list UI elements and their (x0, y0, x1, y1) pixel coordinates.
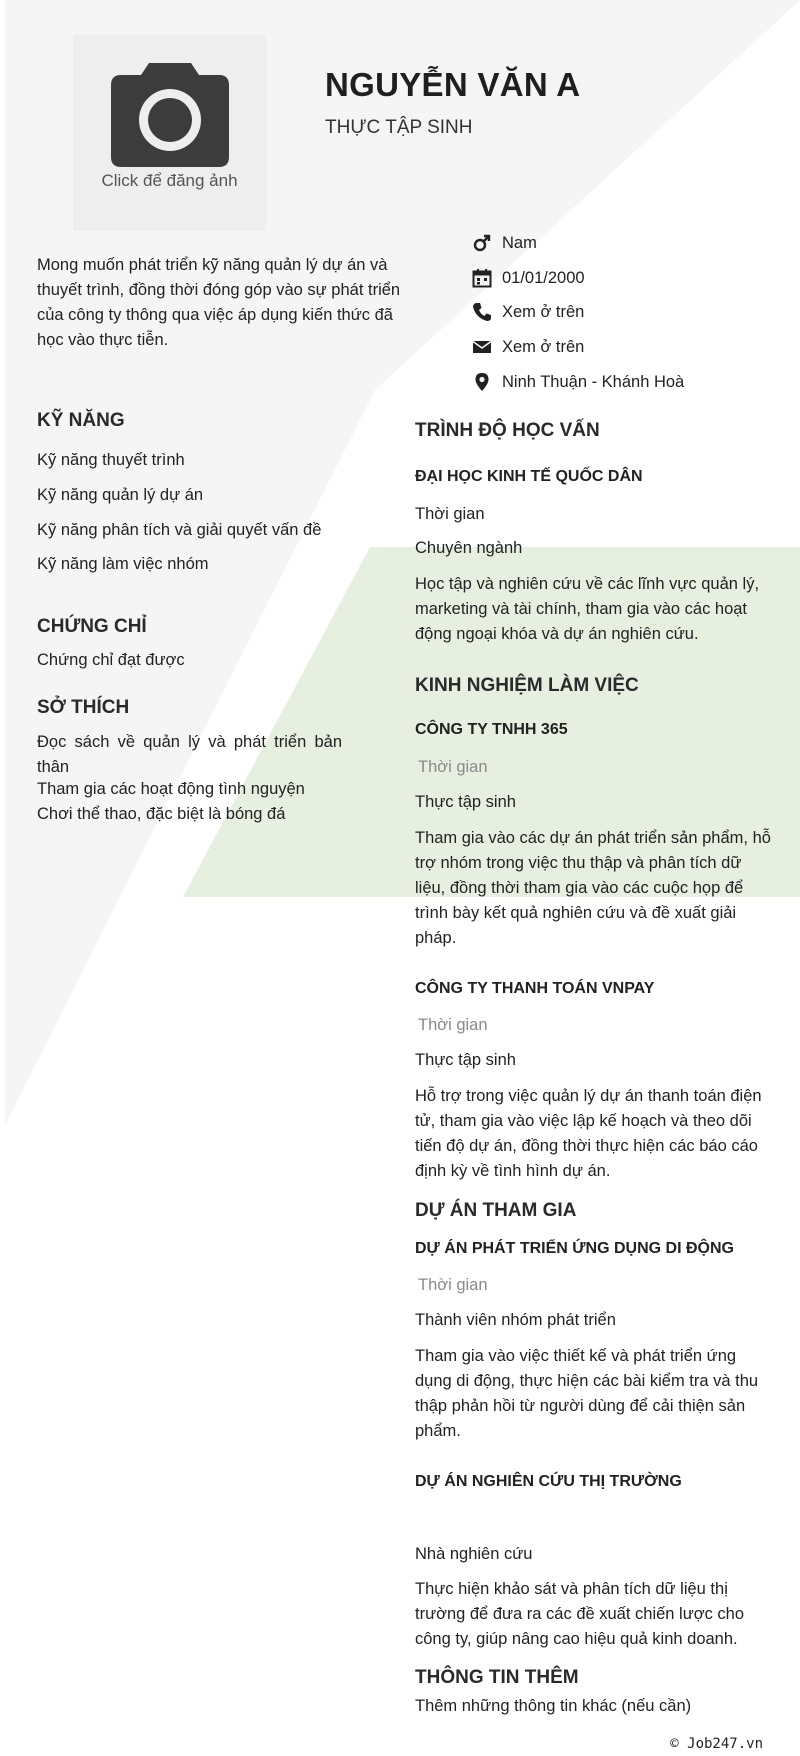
project-time: Thời gian (418, 1276, 488, 1294)
experience-company: CÔNG TY THANH TOÁN VNPAY (415, 980, 655, 997)
candidate-position: THỰC TẬP SINH (325, 117, 473, 138)
birthday-value: 01/01/2000 (502, 268, 585, 287)
hobbies-title: SỞ THÍCH (37, 697, 130, 718)
contact-address (472, 370, 684, 394)
calendar-icon (472, 268, 492, 288)
project-role: Nhà nghiên cứu (415, 1545, 533, 1563)
photo-upload[interactable] (73, 35, 266, 231)
candidate-name: NGUYỄN VĂN A (325, 66, 581, 103)
education-school: ĐẠI HỌC KINH TẾ QUỐC DÂN (415, 468, 643, 485)
contact-birthday (472, 266, 585, 290)
experience-role: Thực tập sinh (415, 1051, 516, 1069)
gender-value: Nam (502, 233, 537, 252)
additional-title: THÔNG TIN THÊM (415, 1667, 579, 1688)
skill-item: Kỹ năng làm việc nhóm (37, 555, 209, 573)
project-name: DỰ ÁN PHÁT TRIỂN ỨNG DỤNG DI ĐỘNG (415, 1240, 734, 1257)
experience-title: KINH NGHIỆM LÀM VIỆC (415, 675, 639, 696)
project-role: Thành viên nhóm phát triển (415, 1311, 616, 1329)
address-value: Ninh Thuận - Khánh Hoà (502, 372, 685, 391)
certificate-item: Chứng chỉ đạt được (37, 651, 185, 669)
hobby-item: Đọc sách về quản lý và phát triển bản thân (37, 733, 342, 776)
education-time: Thời gian (415, 505, 485, 523)
experience-time: Thời gian (418, 758, 488, 776)
experience-time: Thời gian (418, 1016, 488, 1034)
footer-copyright: © Job247.vn (670, 1736, 763, 1752)
skill-item: Kỹ năng phân tích và giải quyết vấn đề (37, 521, 322, 539)
contact-phone (472, 300, 584, 324)
skill-item: Kỹ năng quản lý dự án (37, 486, 204, 504)
hobby-item: Tham gia các hoạt động tình nguyện (37, 780, 305, 798)
contact-email (472, 335, 584, 359)
skills-title: KỸ NĂNG (37, 410, 125, 431)
project-name: DỰ ÁN NGHIÊN CỨU THỊ TRƯỜNG (415, 1473, 682, 1490)
experience-company: CÔNG TY TNHH 365 (415, 721, 568, 738)
project-description: Tham gia vào việc thiết kế và phát triển ứng dụng di động, thực hiện các bài kiểm tra và thu thập phản hồi từ người dùng để cải thiện sản phẩm. (415, 1347, 759, 1440)
education-major: Chuyên ngành (415, 539, 523, 557)
career-objective: Mong muốn phát triển kỹ năng quản lý dự án và thuyết trình, đồng thời đóng góp vào sự phát triển của công ty thông qua việc áp dụng kiến thức đã học vào thực tiễn. (37, 256, 401, 349)
experience-description: Tham gia vào các dự án phát triển sản phẩm, hỗ trợ nhóm trong việc thu thập và phân tích dữ liệu, đồng thời tham gia vào các cuộc họp để trình bày kết quả nghiên cứu và đề xuất giải pháp. (415, 829, 771, 947)
education-title: TRÌNH ĐỘ HỌC VẤN (415, 420, 600, 441)
hobby-item: Chơi thể thao, đặc biệt là bóng đá (37, 805, 286, 823)
contact-gender (472, 231, 537, 255)
phone-icon (472, 302, 492, 322)
gender-icon (472, 233, 492, 253)
education-description: Học tập và nghiên cứu về các lĩnh vực quản lý, marketing và tài chính, tham gia vào các hoạt động ngoại khóa và dự án nghiên cứu. (415, 575, 760, 643)
projects-title: DỰ ÁN THAM GIA (415, 1200, 577, 1221)
phone-value: Xem ở trên (502, 302, 585, 321)
skill-item: Kỹ năng thuyết trình (37, 451, 185, 469)
experience-description: Hỗ trợ trong việc quản lý dự án thanh toán điện tử, tham gia vào việc lập kế hoạch và theo dõi tiến độ dự án, đồng thời thực hiện các báo cáo định kỳ về tình hình dự án. (415, 1087, 762, 1180)
certificates-title: CHỨNG CHỈ (37, 616, 147, 637)
email-icon (472, 337, 492, 357)
location-pin-icon (472, 372, 492, 392)
camera-icon (111, 63, 229, 167)
photo-upload-label: Click để đăng ảnh (101, 171, 238, 190)
experience-role: Thực tập sinh (415, 793, 516, 811)
additional-text: Thêm những thông tin khác (nếu cần) (415, 1697, 692, 1715)
email-value: Xem ở trên (502, 337, 585, 356)
project-description: Thực hiện khảo sát và phân tích dữ liệu thị trường để đưa ra các đề xuất chiến lược cho công ty, giúp nâng cao hiệu quả kinh doanh. (415, 1580, 745, 1648)
